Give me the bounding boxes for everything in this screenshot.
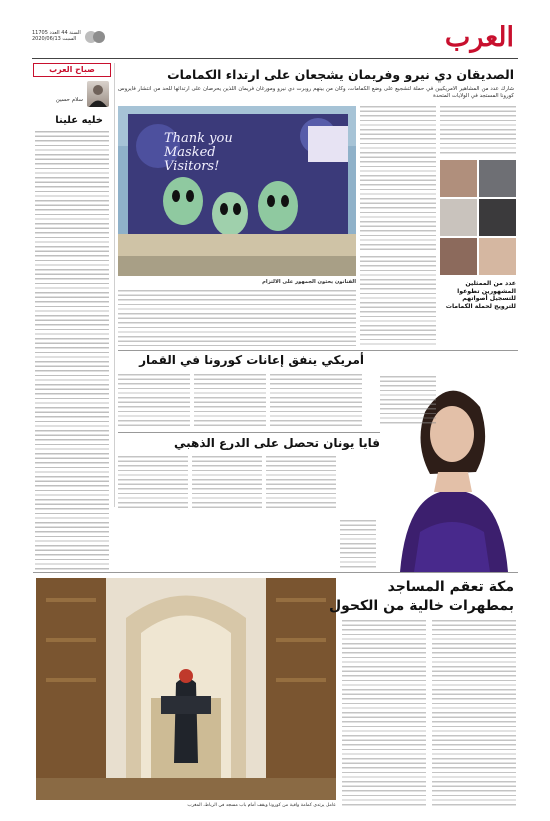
column-kicker: صباح العرب — [49, 65, 95, 74]
faye-body-col-2 — [192, 456, 262, 508]
celebrity-photo — [479, 238, 516, 275]
masthead — [0, 0, 550, 62]
celebs-headline: عدد من الممثلين المشهورين تطوعوا للتسجيل أصواتهم للترويج لحملة الكمامات — [445, 280, 516, 310]
mosque-body-col-2 — [432, 620, 516, 808]
column-title: خليه علينا — [55, 115, 103, 126]
mosque-photo — [36, 578, 336, 800]
celebrity-photo-grid — [440, 160, 516, 276]
lead-headline[interactable]: الصديقان دي نيرو وفريمان يشجعان على ارتداء الكمامات — [167, 67, 514, 82]
masthead-logo[interactable]: العرب — [444, 22, 514, 53]
mosque-photo-caption: عامل يرتدي كمامة واقية من كورونا ويقف أمام باب مسجد في الرباط، المغرب — [187, 803, 336, 808]
column-body-text — [35, 131, 109, 571]
author-photo — [87, 81, 109, 107]
section-divider-2 — [118, 432, 380, 433]
opinion-column — [33, 63, 111, 505]
lead-body-col-4 — [360, 256, 436, 348]
masthead-divider — [32, 58, 518, 59]
lead-deck: شارك عدد من المشاهير الأمريكيين في حملة لتشجيع على وضع الكمامات، وكان من بينهم روبرت دي نيرو ومورغان فريمان اللذين يحرصان على ارتدائها للحد من انتشار فايروس كورونا المستجد في الولايات المتحدة — [118, 86, 514, 99]
opinion-divider — [114, 63, 115, 507]
lead-body-col-3 — [118, 290, 356, 346]
section-divider-3 — [33, 572, 518, 573]
column-author: سلام حسين — [55, 97, 83, 103]
issue-line-1: السنة 44 العدد 11705 — [32, 30, 81, 36]
faye-headline[interactable]: فايا يونان تحصل على الدرع الذهبي — [173, 436, 380, 450]
faye-side-text — [380, 376, 436, 424]
lead-photo-caption: الفنانون يحثون الجمهور على الالتزام — [262, 279, 356, 285]
casino-headline[interactable]: أمريكي ينفق إعانات كورونا في القمار — [139, 353, 364, 367]
issue-line-2: السبت 2020/06/13 — [32, 36, 77, 42]
casino-body-col-2 — [194, 374, 266, 428]
mosque-headline-line-2[interactable]: بمطهرات خالية من الكحول — [328, 598, 514, 614]
mosque-headline-line-1[interactable]: مكة تعقم المساجد — [387, 579, 514, 595]
lead-photo — [118, 106, 356, 276]
section-divider-1 — [118, 350, 518, 351]
celebrity-photo — [479, 160, 516, 197]
celebrity-photo — [440, 199, 477, 236]
celebrity-photo — [440, 160, 477, 197]
faye-body-col-4 — [340, 520, 376, 568]
faye-body-col-3 — [266, 456, 336, 508]
masthead-emblem-icon — [84, 29, 106, 43]
celebrity-photo — [479, 199, 516, 236]
faye-body-col-1 — [118, 456, 188, 508]
lead-body-col-2 — [440, 106, 516, 156]
casino-body-col-3 — [270, 374, 362, 428]
mosque-body-col-1 — [342, 620, 426, 808]
banner-text: Thank you Masked Visitors! — [164, 131, 233, 174]
column-kicker-frame — [33, 63, 111, 77]
lead-body-col-1 — [360, 106, 436, 252]
celebrity-photo — [440, 238, 477, 275]
casino-body-col-1 — [118, 374, 190, 428]
